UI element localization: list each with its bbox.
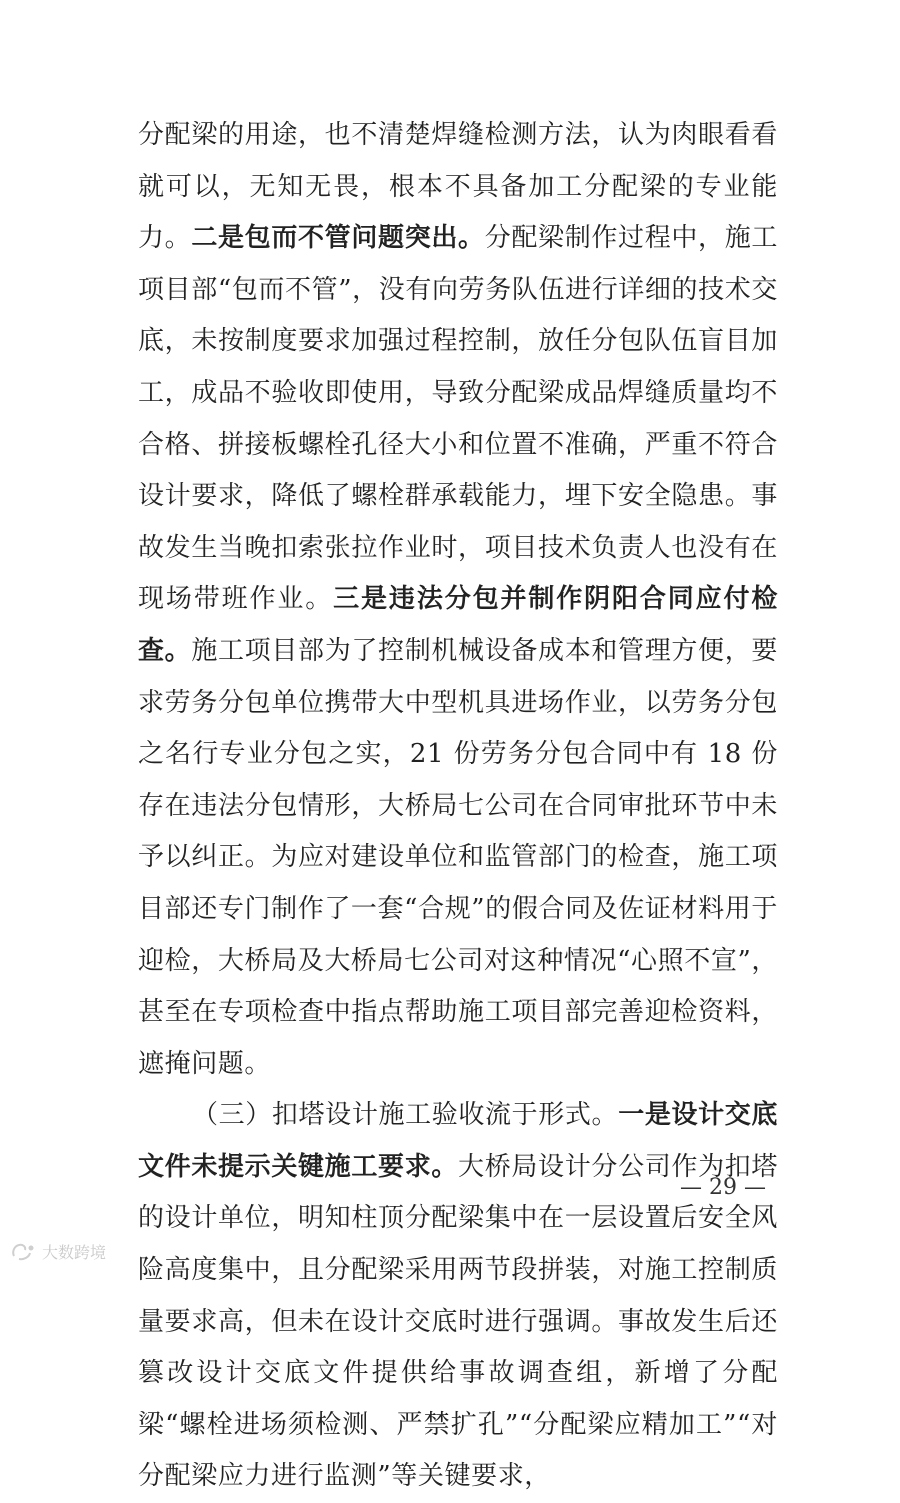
document-body: [138, 110, 778, 1503]
paragraph-1-text: 分配梁的用途，也不清楚焊缝检测方法，认为肉眼看看就可以，无知无畏，根本不具备加工分配梁的专业能力。: [138, 120, 778, 254]
page-number: — 29 —: [680, 1175, 766, 1200]
paragraph-1-text-3: 施工项目部为了控制机械设备成本和管理方便，要求劳务分包单位携带大中型机具进场作业，以劳务分包之名行专业分包之实，21 份劳务分包合同中有 18 份存在违法分包情形，大桥局七公司在合同审批环节中未予以纠正。为应对建设单位和监管部门的检查，施工项目部还专门制作了一套“合规”的假合同及佐证材料用于迎检，大桥局及大桥局七公司对这种情况“心照不宣”，甚至在专项检查中指点帮助施工项目部完善迎检资料，遮掩问题。: [138, 635, 778, 1079]
paragraph-2: [138, 1090, 778, 1503]
paragraph-2-heading-1: 一是设计交底文件未提示关键施工要求。: [138, 1100, 778, 1182]
watermark-text: 大数跨境: [42, 1243, 107, 1262]
paragraph-2-text: 大桥局设计分公司作为扣塔的设计单位，明知柱顶分配梁集中在一层设置后安全风险高度集中，且分配梁采用两节段拼装，对施工控制质量要求高，但未在设计交底时进行强调。事故发生后还篡改设计交底文件提供给事故调查组，新增了分配梁“螺栓进场须检测、严禁扩孔”“分配梁应精加工”“对分配梁应力进行监测”等关键要求，: [138, 1151, 779, 1492]
paragraph-1-text-2: 分配梁制作过程中，施工项目部“包而不管”，没有向劳务队伍进行详细的技术交底，未按制度要求加强过程控制，放任分包队伍盲目加工，成品不验收即使用，导致分配梁成品焊缝质量均不合格、拼接板螺栓孔径大小和位置不准确，严重不符合设计要求，降低了螺栓群承载能力，埋下安全隐患。事故发生当晚扣索张拉作业时，项目技术负责人也没有在现场带班作业。: [138, 223, 778, 615]
brand-logo-icon: [10, 1242, 36, 1262]
paragraph-1-heading-3: 三是违法分包并制作阴阳合同应付检查。: [138, 584, 778, 666]
paragraph-1: [138, 110, 778, 1090]
watermark: [10, 1240, 106, 1263]
section-heading: （三）扣塔设计施工验收流于形式。: [192, 1100, 619, 1131]
paragraph-1-heading-2: 二是包而不管问题突出。: [191, 223, 485, 254]
